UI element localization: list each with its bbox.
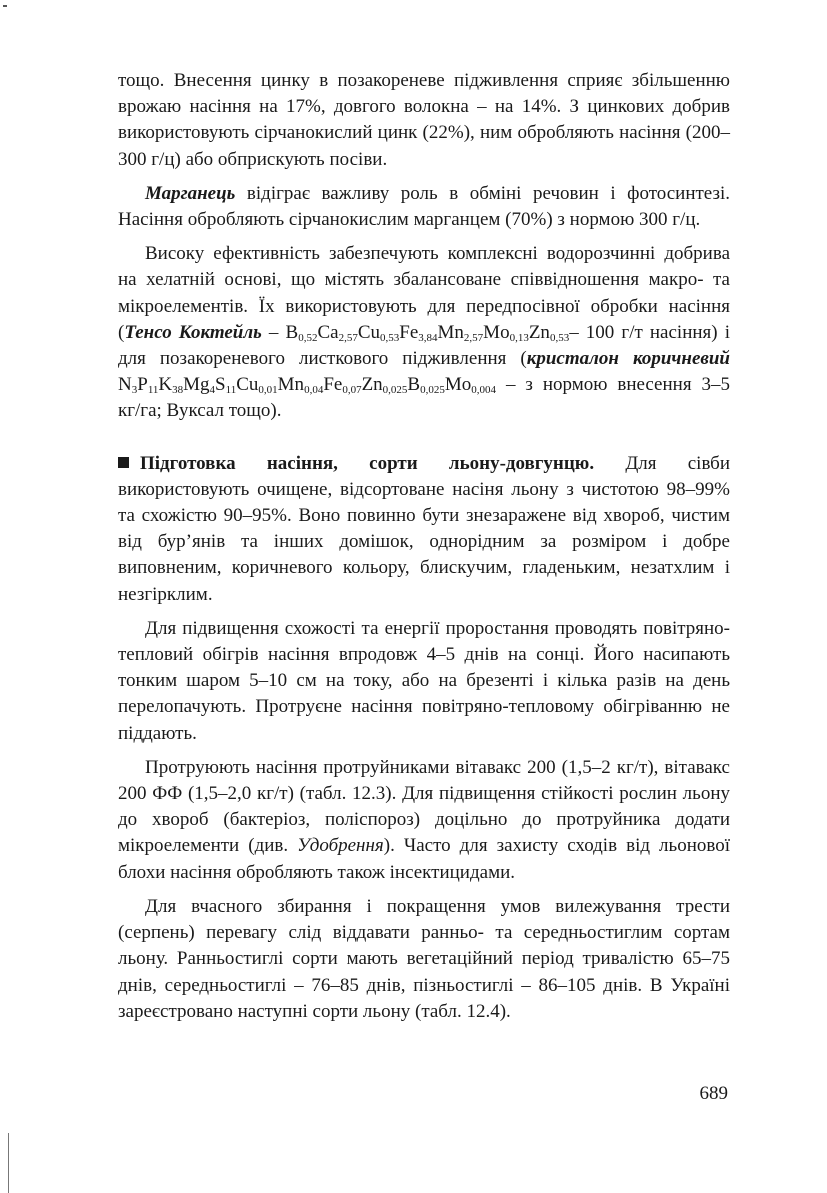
formula-index: 0,01 — [258, 384, 278, 397]
reference-fertilization: Удобрення — [297, 835, 384, 857]
formula-index: 38 — [172, 384, 184, 397]
formula-element: Mo — [444, 374, 472, 396]
paragraph-zinc-text: тощо. Внесення цинку в позакореневе підживлення сприяє збільшенню врожаю насіння на 17%, довгого волокна – на 14%. З цинкових добрив використовують сірчанокислий цинк (22%), ним обробляють насіння (200–300 г/ц) або обприскують посіви. — [118, 70, 730, 170]
formula-index: 0,004 — [471, 384, 497, 397]
formula-element: Zn — [361, 374, 383, 396]
fertilizers-text-3: – з нормою внесення 3–5 кг/га; Вуксал тощо). — [118, 374, 730, 422]
formula-element: S — [215, 374, 226, 396]
formula-element: Cu — [357, 321, 381, 343]
formula-index: 3,84 — [418, 331, 438, 344]
paragraph-manganese-text: відіграє важливу роль в обміні речовин і фотосинтезі. Насіння обробляють сірчанокислим марганцем (70%) з нормою 300 г/ц. — [118, 182, 730, 231]
fertilizers-text-1: Високу ефективність забезпечують комплексні водорозчинні добрива на хелатній основі, що містять збалансоване співвідношення макро- та мікроелементів. Їх використовують для передпосівної обробки насіння ( — [118, 243, 730, 343]
formula-index: 2,57 — [463, 331, 484, 344]
formula-element: K — [158, 374, 173, 396]
formula-element: Mn — [437, 321, 464, 343]
formula-element: Mg — [183, 374, 210, 396]
paragraph-manganese — [118, 181, 730, 233]
square-bullet-icon — [118, 457, 129, 468]
page-number: 689 — [699, 1083, 728, 1104]
treatment-text-1: Протруюють насіння протруйниками вітавакс 200 (1,5–2 кг/т), вітавакс 200 ФФ (1,5–2,0 кг/т) (табл. 12.3). Для підвищення стійкості рослин льону до хвороб (бактеріоз, поліспороз) доцільно до протруйника додати мікроелементи (див. — [118, 756, 730, 857]
formula-index: 0,025 — [420, 384, 445, 397]
varieties-text: Для вчасного збирання і покращення умов вилежування трести (серпень) перевагу слід віддавати ранньо- та середньостиглим сортам льону. Ранньостиглі сорти мають вегетаційний період тривалістю 65–75 днів, середньостиглі – 76–85 днів, пізньостиглі – 86–105 днів. В Україні зареєстровано наступні сорти льону (табл. 12.4). — [118, 895, 730, 1022]
formula-index: 11 — [225, 384, 237, 397]
formula-element: Ca — [317, 321, 339, 343]
formula-element: Cu — [236, 374, 259, 396]
formula-index: 2,57 — [338, 331, 358, 344]
paragraph-zinc — [118, 68, 730, 173]
paragraph-heating — [118, 616, 730, 747]
formula-index: 11 — [147, 384, 159, 397]
formula-element: Mn — [277, 374, 305, 396]
treatment-text-2: ). Часто для захисту сходів від льонової блохи насіння обробляють також інсектицидами. — [118, 835, 730, 883]
section-heading: Підготовка насіння, сорти льону-довгунцю. — [140, 452, 595, 474]
term-tenso-cocktail: Тенсо Коктейль — [124, 321, 262, 343]
paragraph-treatment — [118, 755, 730, 886]
formula-element: B — [285, 321, 299, 343]
paragraph-varieties — [118, 894, 730, 1025]
term-kristalon-brown: кристалон коричневий — [526, 348, 730, 370]
formula-index: 0,13 — [509, 331, 529, 344]
formula-element: P — [137, 374, 148, 396]
formula-tenso — [286, 322, 570, 343]
formula-index: 0,04 — [304, 384, 324, 397]
formula-element: Fe — [323, 374, 343, 396]
scan-margin-line — [8, 1133, 9, 1193]
formula-element: Zn — [528, 321, 550, 343]
formula-index: 0,025 — [382, 384, 408, 397]
formula-index: 4 — [209, 384, 216, 397]
fertilizers-dash: – — [261, 321, 286, 343]
formula-index: 3 — [131, 384, 138, 397]
formula-element: Fe — [399, 321, 419, 343]
formula-index: 0,07 — [342, 384, 362, 397]
formula-kristalon — [118, 374, 496, 395]
paragraph-seed-prep — [118, 451, 730, 608]
heating-text: Для підвищення схожості та енергії проростання проводять повітряно-тепловий обігрів насіння впродовж 4–5 днів на сонці. Його насипають тонким шаром 5–10 см на току, або на брезенті і кілька разів на день перелопачують. Протруєне насіння повітряно-тепловому обігріванню не піддають. — [118, 617, 730, 744]
scan-corner-mark — [3, 5, 7, 7]
formula-element: N — [118, 374, 132, 396]
formula-element: B — [407, 374, 421, 396]
formula-index: 0,52 — [298, 331, 318, 344]
page-body — [118, 68, 730, 1025]
term-manganese: Марганець — [145, 182, 236, 204]
paragraph-fertilizers — [118, 241, 730, 424]
formula-index: 0,53 — [549, 331, 570, 344]
formula-element: Mo — [483, 321, 510, 343]
formula-index: 0,53 — [380, 331, 400, 344]
fertilizers-text-2: – 100 г/т насіння) і для позакореневого листкового підживлення ( — [118, 321, 730, 370]
seed-prep-text: Для сівби використовують очищене, відсортоване насіня льону з чистотою 98–99% та схожістю 90–95%. Воно повинно бути знезаражене від хвороб, чистим від бур’янів та інших домішок, однорідним за розміром і добре виповненим, коричневого кольору, блискучим, гладеньким, незатхлим і незгірклим. — [118, 452, 731, 605]
